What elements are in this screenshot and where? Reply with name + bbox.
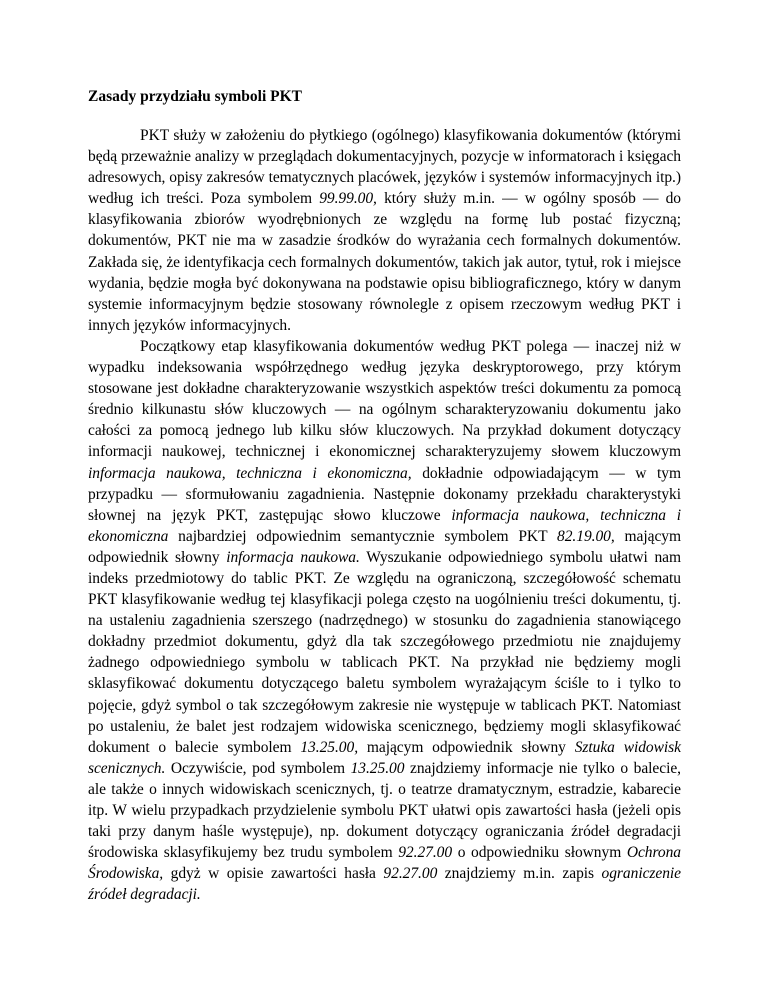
italic-text-run: informacja naukowa, techniczna i ekonomiczna, — [88, 464, 412, 482]
paragraph — [88, 336, 681, 906]
document-body — [88, 125, 681, 905]
text-run: gdyż w opisie zawartości hasła — [163, 865, 384, 883]
italic-text-run: 92.27.00 — [383, 865, 438, 883]
italic-text-run: 82.19.00, — [557, 527, 615, 545]
text-run: Początkowy etap klasyfikowania dokumentów według PKT polega — inaczej niż w wypadku indeksowania współrzędnego według języka deskryptorowego, przy którym stosowane jest dokładne charakteryzowanie wszystkich aspektów treści dokumentu za pomocą średnio kilkunastu słów kluczowych — na ogólnym scharakteryzowaniu dokumentu jako całości za pomocą jednego lub kilku słów kluczowych. Na przykład dokument dotyczący informacji naukowej, technicznej i ekonomicznej scharakteryzujemy słowem kluczowym — [88, 337, 681, 461]
italic-text-run: 13.25.00, — [300, 738, 359, 756]
text-run: PKT służy w założeniu do płytkiego (ogólnego) klasyfikowania dokumentów (którymi będą przeważnie analizy w przeglądach dokumentacyjnych, pozycje w informatorach i księgach adresowych, opisy zakresów tematycznych placówek, języków i systemów informacyjnych itp.) według ich treści. Poza symbolem — [88, 127, 681, 208]
document-title: Zasady przydziału symboli PKT — [88, 88, 303, 105]
text-run: znajdziemy informacje nie tylko o balecie, ale także o innych widowiskach scenicznych, tj. o teatrze dramatycznym, estradzie, kabarecie itp. W wielu przypadkach przydzielenie symbolu PKT ułatwi opis zawartości hasła (jeżeli opis taki przy danym haśle występuje), np. dokument dotyczący ograniczania źródeł degradacji środowiska sklasyfikujemy bez trudu symbolem — [88, 759, 681, 862]
text-run: który służy m.in. — w ogólny sposób — do klasyfikowania zbiorów wyodrębnionych ze względu na formę lub postać fizyczną; dokumentów, PKT nie ma w zasadzie środków do wyrażania cech formalnych dokumentów. Zakłada się, że identyfikacja cech formalnych dokumentów, takich jak autor, tytuł, rok i miejsce wydania, będzie mogła być dokonywana na podstawie opisu bibliograficznego, który w danym systemie informacyjnym będzie stosowany równolegle z opisem rzeczowym według PKT i innych języków informacyjnych. — [88, 190, 681, 334]
text-run: znajdziemy m.in. zapis — [437, 865, 602, 883]
text-run: Wyszukanie odpowiedniego symbolu ułatwi nam indeks przedmiotowy do tablic PKT. Ze względu na ograniczoną, szczegółowość schematu PKT klasyfikowanie według tej klasyfikacji polega często na uogólnieniu treści dokumentu, tj. na ustaleniu zagadnienia szerszego (nadrzędnego) w stosunku do zagadnienia stanowiącego dokładny przedmiot dokumentu, gdyż dla tak szczegółowego przedmiotu nie znajdujemy żadnego odpowiedniego symbolu w tablicach PKT. Na przykład nie będziemy mogli sklasyfikować dokumentu dotyczącego baletu symbolem wyrażającym ściśle to i tylko to pojęcie, gdyż symbol o tak szczegółowym zakresie nie występuje w tablicach PKT. Natomiast po ustaleniu, że balet jest rodzajem widowiska scenicznego, będziemy mogli sklasyfikować dokument o balecie symbolem — [88, 548, 681, 756]
text-run: mającym odpowiednik słowny — [358, 738, 575, 756]
paragraph — [88, 125, 681, 336]
italic-text-run: 99.99.00, — [319, 190, 377, 208]
text-run: Oczywiście, pod symbolem — [165, 759, 351, 777]
italic-text-run: Sztuka widowisk scenicznych. — [88, 738, 681, 777]
text-run: o odpowiedniku słownym — [452, 844, 627, 862]
italic-text-run: informacja naukowa, techniczna i ekonomiczna — [88, 506, 682, 545]
text-run: najbardziej odpowiednim semantycznie symbolem PKT — [168, 527, 558, 545]
italic-text-run: 13.25.00 — [350, 759, 405, 777]
document-page — [88, 86, 681, 905]
italic-text-run: 92.27.00 — [398, 844, 453, 862]
italic-text-run: informacja naukowa. — [226, 548, 360, 566]
text-run: dokładnie odpowiadającym — w tym przypadku — sformułowaniu zagadnienia. Następnie dokonamy przekładu charakterystyki słownej na język PKT, zastępując słowo kluczowe — [88, 464, 681, 524]
italic-text-run: ograniczenie źródeł degradacji. — [88, 865, 681, 904]
text-run: mającym odpowiednik słowny — [88, 527, 681, 566]
italic-text-run: Ochrona Środowiska, — [88, 844, 682, 883]
